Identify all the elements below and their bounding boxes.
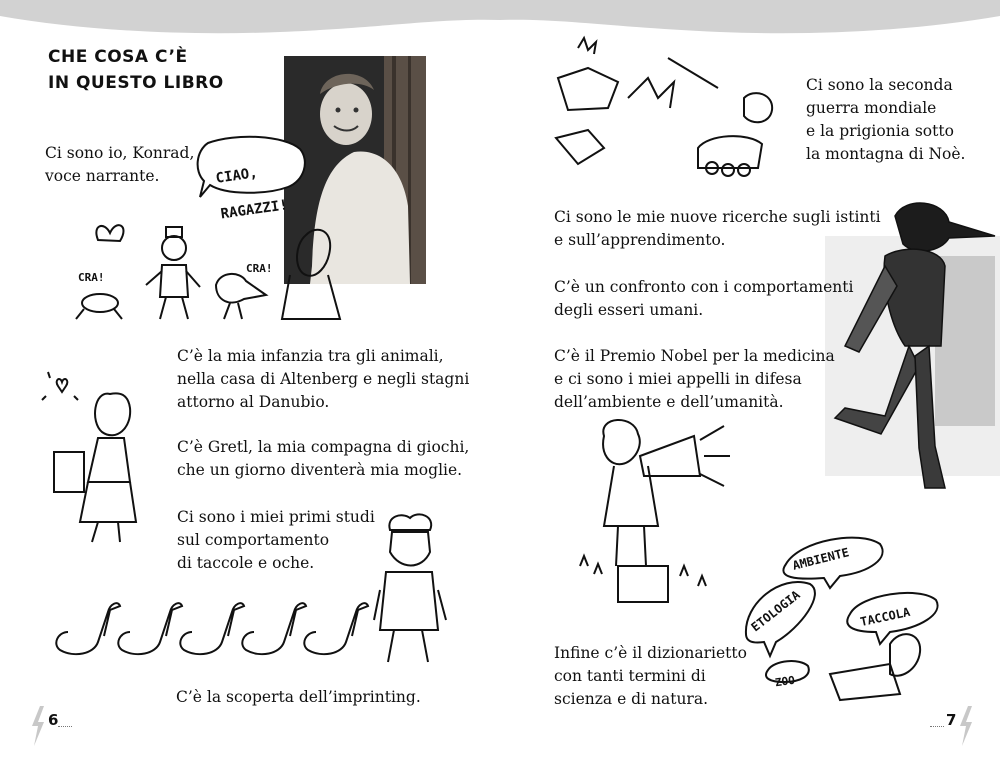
right-page	[500, 0, 1000, 762]
childhood-text: C’è la mia infanzia tra gli animali, nella casa di Altenberg e negli stagni attorno al Danubio.	[177, 347, 470, 411]
cra-label-jackdaw: CRA!	[246, 262, 273, 275]
dictionary-text: Infine c’è il dizionarietto con tanti termini di scienza e di natura.	[554, 644, 747, 708]
research-text: Ci sono le mie nuove ricerche sugli istinti e sull’apprendimento.	[554, 208, 881, 249]
page-number-dots	[58, 726, 72, 727]
megaphone-speaker-sketch	[574, 416, 744, 616]
cra-label-frog: CRA!	[78, 271, 105, 284]
goose-row	[48, 592, 378, 664]
bubble-taccola: TACCOLA	[858, 604, 912, 630]
war-sketch	[548, 38, 788, 193]
war-text: Ci sono la seconda guerra mondiale e la prigionia sotto la montagna di Noè.	[806, 76, 966, 163]
page-number-left: 6	[48, 711, 59, 729]
page-number-dots-right	[930, 726, 944, 727]
page-number-right: 7	[946, 711, 957, 729]
bubble-text: CIAO, RAGAZZI!	[214, 165, 289, 223]
imprinting-text: C’è la scoperta dell’imprinting.	[176, 688, 421, 706]
man-with-hat-sketch	[372, 510, 452, 668]
bubble-zoo: ZOO	[774, 673, 796, 690]
gretl-sketch	[40, 372, 160, 552]
gretl-text: C’è Gretl, la mia compagna di giochi, che un giorno diventerà mia moglie.	[177, 438, 470, 479]
cartoon-boy-with-animals	[70, 215, 360, 325]
studies-text: Ci sono i miei primi studi sul comportamento di taccole e oche.	[177, 508, 375, 572]
nobel-text: C’è il Premio Nobel per la medicina e ci sono i miei appelli in difesa dell’ambiente e dell’umanità.	[554, 347, 835, 411]
lightning-icon	[30, 706, 46, 746]
bubble-etologia: ETOLOGIA	[748, 587, 803, 635]
intro-konrad-text: Ci sono io, Konrad, voce narrante.	[45, 144, 195, 185]
human-behaviour-text: C’è un confronto con i comportamenti degli esseri umani.	[554, 278, 854, 319]
lightning-icon-right	[958, 706, 974, 746]
page-title: CHE COSA C’È IN QUESTO LIBRO	[48, 47, 224, 93]
bubble-ambiente: AMBIENTE	[791, 545, 851, 573]
